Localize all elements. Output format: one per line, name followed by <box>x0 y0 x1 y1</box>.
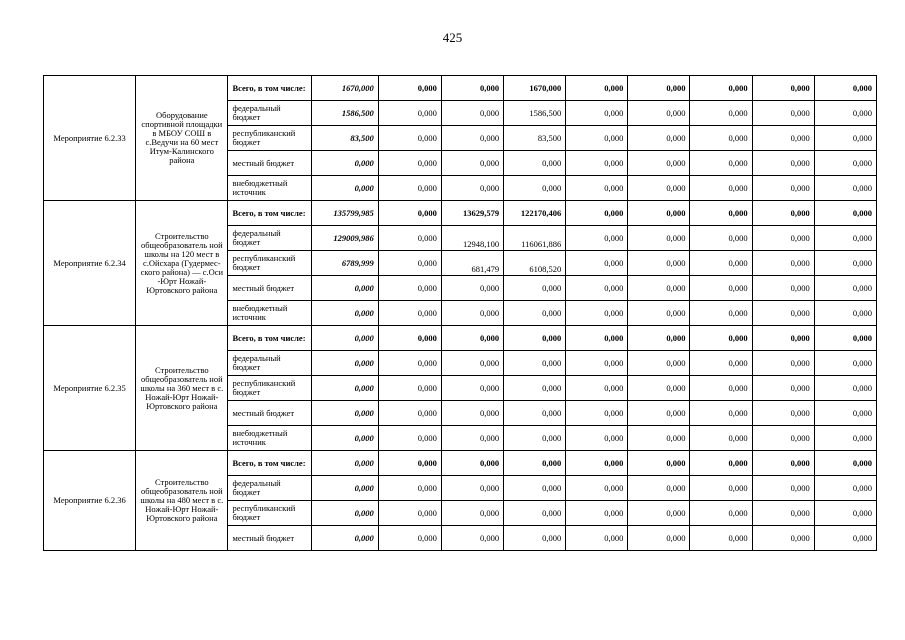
table-row <box>44 201 877 226</box>
funding-source-cell: Всего, в том числе: <box>228 201 311 226</box>
budget-table <box>43 75 877 551</box>
amount-cell: 1670,000 <box>504 76 566 101</box>
amount-cell: 0,000 <box>814 251 876 276</box>
amount-cell: 0,000 <box>628 226 690 251</box>
funding-source-cell: республиканский бюджет <box>228 501 311 526</box>
amount-cell: 0,000 <box>814 326 876 351</box>
amount-cell: 0,000 <box>566 326 628 351</box>
amount-cell: 0,000 <box>628 251 690 276</box>
total-amount-cell: 0,000 <box>311 326 378 351</box>
amount-cell: 0,000 <box>814 226 876 251</box>
funding-source-cell: федеральный бюджет <box>228 476 311 501</box>
amount-cell: 0,000 <box>441 151 503 176</box>
amount-cell: 0,000 <box>566 226 628 251</box>
total-amount-cell: 1670,000 <box>311 76 378 101</box>
event-description-cell: Строительство общеобразователь ной школы на 360 мест в с. Ножай-Юрт Ножай-Юртовского района <box>136 326 228 451</box>
amount-cell: 0,000 <box>752 426 814 451</box>
amount-cell: 0,000 <box>378 126 441 151</box>
amount-cell: 0,000 <box>378 426 441 451</box>
amount-cell: 0,000 <box>441 501 503 526</box>
amount-cell: 0,000 <box>566 501 628 526</box>
total-amount-cell: 0,000 <box>311 276 378 301</box>
funding-source-cell: Всего, в том числе: <box>228 326 311 351</box>
amount-cell: 0,000 <box>814 501 876 526</box>
amount-cell: 122170,406 <box>504 201 566 226</box>
amount-cell: 0,000 <box>504 151 566 176</box>
amount-cell: 0,000 <box>690 151 752 176</box>
amount-cell: 0,000 <box>441 176 503 201</box>
amount-cell: 0,000 <box>441 401 503 426</box>
amount-cell: 0,000 <box>441 326 503 351</box>
amount-cell: 0,000 <box>504 426 566 451</box>
amount-cell: 0,000 <box>690 201 752 226</box>
total-amount-cell: 0,000 <box>311 451 378 476</box>
budget-table-body <box>44 76 877 551</box>
funding-source-cell: республиканский бюджет <box>228 251 311 276</box>
table-row <box>44 451 877 476</box>
amount-cell: 0,000 <box>690 476 752 501</box>
amount-cell: 0,000 <box>690 451 752 476</box>
amount-cell: 0,000 <box>628 376 690 401</box>
amount-cell: 0,000 <box>690 526 752 551</box>
funding-source-cell: Всего, в том числе: <box>228 76 311 101</box>
amount-cell: 0,000 <box>814 76 876 101</box>
amount-cell: 0,000 <box>628 301 690 326</box>
amount-cell: 0,000 <box>752 351 814 376</box>
amount-cell: 0,000 <box>690 126 752 151</box>
amount-cell: 0,000 <box>441 476 503 501</box>
funding-source-cell: местный бюджет <box>228 526 311 551</box>
amount-cell: 0,000 <box>441 426 503 451</box>
amount-cell: 0,000 <box>628 526 690 551</box>
amount-cell: 6108,520 <box>504 251 566 276</box>
amount-cell: 0,000 <box>628 351 690 376</box>
event-code-cell: Мероприятие 6.2.36 <box>44 451 136 551</box>
amount-cell: 0,000 <box>814 426 876 451</box>
total-amount-cell: 0,000 <box>311 151 378 176</box>
amount-cell: 0,000 <box>566 76 628 101</box>
amount-cell: 0,000 <box>814 401 876 426</box>
amount-cell: 0,000 <box>441 526 503 551</box>
amount-cell: 0,000 <box>566 126 628 151</box>
funding-source-cell: местный бюджет <box>228 401 311 426</box>
amount-cell: 0,000 <box>378 251 441 276</box>
funding-source-cell: республиканский бюджет <box>228 376 311 401</box>
amount-cell: 0,000 <box>378 451 441 476</box>
amount-cell: 0,000 <box>628 201 690 226</box>
amount-cell: 0,000 <box>566 251 628 276</box>
amount-cell: 0,000 <box>504 376 566 401</box>
amount-cell: 0,000 <box>378 101 441 126</box>
amount-cell: 0,000 <box>378 476 441 501</box>
amount-cell: 0,000 <box>628 401 690 426</box>
funding-source-cell: внебюджетный источник <box>228 426 311 451</box>
event-description-cell: Оборудование спортивной площадки в МБОУ СОШ в с.Ведучи на 60 мест Итум-Калинского района <box>136 76 228 201</box>
amount-cell: 0,000 <box>378 401 441 426</box>
amount-cell: 0,000 <box>628 101 690 126</box>
amount-cell: 0,000 <box>378 176 441 201</box>
amount-cell: 0,000 <box>690 501 752 526</box>
amount-cell: 0,000 <box>441 451 503 476</box>
amount-cell: 0,000 <box>752 226 814 251</box>
amount-cell: 0,000 <box>504 501 566 526</box>
amount-cell: 0,000 <box>566 176 628 201</box>
amount-cell: 0,000 <box>628 451 690 476</box>
amount-cell: 0,000 <box>566 401 628 426</box>
table-row <box>44 76 877 101</box>
amount-cell: 0,000 <box>814 526 876 551</box>
amount-cell: 0,000 <box>752 151 814 176</box>
amount-cell: 0,000 <box>378 326 441 351</box>
amount-cell: 0,000 <box>441 301 503 326</box>
amount-cell: 12948,100 <box>441 226 503 251</box>
amount-cell: 0,000 <box>566 201 628 226</box>
amount-cell: 0,000 <box>378 301 441 326</box>
amount-cell: 0,000 <box>690 251 752 276</box>
amount-cell: 0,000 <box>504 451 566 476</box>
amount-cell: 0,000 <box>814 101 876 126</box>
total-amount-cell: 83,500 <box>311 126 378 151</box>
amount-cell: 0,000 <box>814 476 876 501</box>
amount-cell: 0,000 <box>378 526 441 551</box>
funding-source-cell: республиканский бюджет <box>228 126 311 151</box>
amount-cell: 0,000 <box>690 101 752 126</box>
amount-cell: 0,000 <box>566 101 628 126</box>
funding-source-cell: федеральный бюджет <box>228 351 311 376</box>
amount-cell: 0,000 <box>814 126 876 151</box>
amount-cell: 83,500 <box>504 126 566 151</box>
amount-cell: 0,000 <box>628 126 690 151</box>
amount-cell: 0,000 <box>690 351 752 376</box>
amount-cell: 0,000 <box>752 326 814 351</box>
amount-cell: 0,000 <box>441 376 503 401</box>
event-description-cell: Строительство общеобразователь ной школы на 120 мест в с.Ойсхара (Гудермес-ского района) — с.Оси -Юрт Ножай-Юртовского района <box>136 201 228 326</box>
funding-source-cell: внебюджетный источник <box>228 301 311 326</box>
amount-cell: 0,000 <box>628 326 690 351</box>
total-amount-cell: 0,000 <box>311 376 378 401</box>
amount-cell: 0,000 <box>378 76 441 101</box>
amount-cell: 116061,886 <box>504 226 566 251</box>
total-amount-cell: 135799,985 <box>311 201 378 226</box>
amount-cell: 0,000 <box>628 426 690 451</box>
amount-cell: 0,000 <box>441 76 503 101</box>
event-code-cell: Мероприятие 6.2.33 <box>44 76 136 201</box>
amount-cell: 0,000 <box>814 376 876 401</box>
amount-cell: 0,000 <box>814 151 876 176</box>
amount-cell: 0,000 <box>690 401 752 426</box>
amount-cell: 0,000 <box>378 201 441 226</box>
funding-source-cell: внебюджетный источник <box>228 176 311 201</box>
amount-cell: 0,000 <box>441 276 503 301</box>
funding-source-cell: федеральный бюджет <box>228 101 311 126</box>
total-amount-cell: 0,000 <box>311 476 378 501</box>
amount-cell: 0,000 <box>752 501 814 526</box>
amount-cell: 0,000 <box>441 351 503 376</box>
amount-cell: 0,000 <box>504 526 566 551</box>
amount-cell: 0,000 <box>690 276 752 301</box>
amount-cell: 0,000 <box>752 251 814 276</box>
amount-cell: 0,000 <box>566 151 628 176</box>
amount-cell: 0,000 <box>566 426 628 451</box>
amount-cell: 0,000 <box>752 101 814 126</box>
amount-cell: 0,000 <box>690 176 752 201</box>
amount-cell: 0,000 <box>504 401 566 426</box>
amount-cell: 0,000 <box>378 276 441 301</box>
amount-cell: 0,000 <box>814 301 876 326</box>
amount-cell: 0,000 <box>690 326 752 351</box>
amount-cell: 0,000 <box>752 401 814 426</box>
amount-cell: 0,000 <box>504 476 566 501</box>
total-amount-cell: 0,000 <box>311 426 378 451</box>
amount-cell: 0,000 <box>378 151 441 176</box>
amount-cell: 0,000 <box>814 451 876 476</box>
amount-cell: 0,000 <box>628 176 690 201</box>
total-amount-cell: 6789,999 <box>311 251 378 276</box>
total-amount-cell: 0,000 <box>311 351 378 376</box>
amount-cell: 0,000 <box>752 376 814 401</box>
amount-cell: 0,000 <box>752 76 814 101</box>
amount-cell: 0,000 <box>690 376 752 401</box>
funding-source-cell: местный бюджет <box>228 276 311 301</box>
amount-cell: 0,000 <box>752 301 814 326</box>
event-code-cell: Мероприятие 6.2.34 <box>44 201 136 326</box>
total-amount-cell: 0,000 <box>311 301 378 326</box>
amount-cell: 0,000 <box>752 201 814 226</box>
amount-cell: 1586,500 <box>504 101 566 126</box>
amount-cell: 0,000 <box>504 276 566 301</box>
amount-cell: 0,000 <box>628 76 690 101</box>
amount-cell: 0,000 <box>690 76 752 101</box>
amount-cell: 0,000 <box>628 476 690 501</box>
amount-cell: 13629,579 <box>441 201 503 226</box>
amount-cell: 0,000 <box>814 176 876 201</box>
total-amount-cell: 0,000 <box>311 501 378 526</box>
amount-cell: 0,000 <box>752 276 814 301</box>
amount-cell: 0,000 <box>566 351 628 376</box>
amount-cell: 0,000 <box>566 301 628 326</box>
amount-cell: 0,000 <box>566 376 628 401</box>
amount-cell: 0,000 <box>628 276 690 301</box>
total-amount-cell: 0,000 <box>311 401 378 426</box>
amount-cell: 0,000 <box>566 451 628 476</box>
amount-cell: 0,000 <box>566 476 628 501</box>
amount-cell: 0,000 <box>566 276 628 301</box>
amount-cell: 0,000 <box>690 226 752 251</box>
amount-cell: 0,000 <box>378 351 441 376</box>
total-amount-cell: 0,000 <box>311 526 378 551</box>
amount-cell: 0,000 <box>752 526 814 551</box>
amount-cell: 0,000 <box>752 126 814 151</box>
amount-cell: 0,000 <box>752 176 814 201</box>
amount-cell: 0,000 <box>378 501 441 526</box>
funding-source-cell: федеральный бюджет <box>228 226 311 251</box>
total-amount-cell: 1586,500 <box>311 101 378 126</box>
table-row <box>44 326 877 351</box>
amount-cell: 0,000 <box>628 151 690 176</box>
amount-cell: 0,000 <box>752 476 814 501</box>
amount-cell: 0,000 <box>504 301 566 326</box>
amount-cell: 0,000 <box>504 326 566 351</box>
amount-cell: 0,000 <box>378 226 441 251</box>
amount-cell: 0,000 <box>441 126 503 151</box>
amount-cell: 0,000 <box>566 526 628 551</box>
amount-cell: 0,000 <box>441 101 503 126</box>
event-code-cell: Мероприятие 6.2.35 <box>44 326 136 451</box>
amount-cell: 681,479 <box>441 251 503 276</box>
amount-cell: 0,000 <box>690 426 752 451</box>
amount-cell: 0,000 <box>504 176 566 201</box>
event-description-cell: Строительство общеобразователь ной школы на 480 мест в с. Ножай-Юрт Ножай-Юртовского района <box>136 451 228 551</box>
amount-cell: 0,000 <box>504 351 566 376</box>
amount-cell: 0,000 <box>752 451 814 476</box>
amount-cell: 0,000 <box>690 301 752 326</box>
funding-source-cell: Всего, в том числе: <box>228 451 311 476</box>
amount-cell: 0,000 <box>814 351 876 376</box>
amount-cell: 0,000 <box>628 501 690 526</box>
total-amount-cell: 0,000 <box>311 176 378 201</box>
funding-source-cell: местный бюджет <box>228 151 311 176</box>
amount-cell: 0,000 <box>814 276 876 301</box>
page-number: 425 <box>442 30 463 45</box>
total-amount-cell: 129009,986 <box>311 226 378 251</box>
amount-cell: 0,000 <box>378 376 441 401</box>
amount-cell: 0,000 <box>814 201 876 226</box>
